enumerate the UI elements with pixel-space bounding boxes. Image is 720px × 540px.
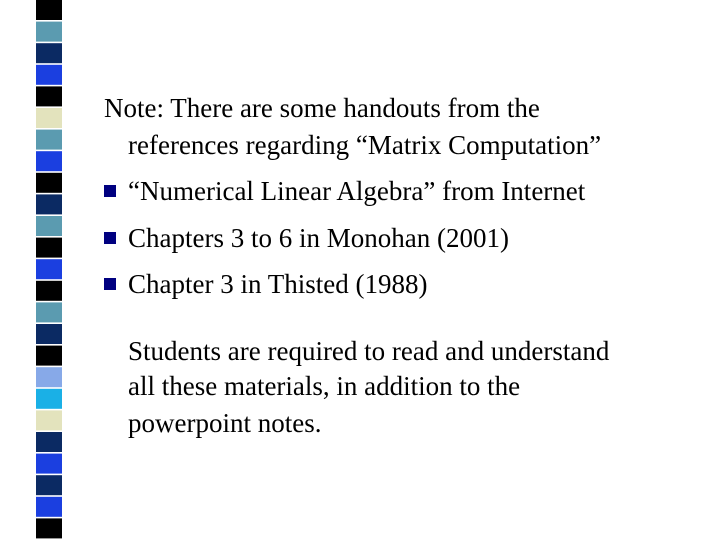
stripe-block [36, 151, 62, 171]
bullet-item-text: Chapters 3 to 6 in Monohan (2001) [128, 223, 509, 253]
paragraph-line-3: powerpoint notes. [128, 408, 322, 438]
stripe-block [36, 0, 62, 20]
stripe-block [36, 346, 62, 366]
stripe-block [36, 86, 62, 106]
stripe-block [36, 497, 62, 517]
stripe-block [36, 259, 62, 279]
stripe-block [36, 410, 62, 430]
bullet-item-3 [104, 267, 427, 302]
bullet-square-icon [104, 185, 116, 197]
paragraph-line-1: Students are required to read and understand [128, 336, 610, 366]
stripe-block [36, 281, 62, 301]
stripe-block [36, 518, 62, 538]
stripe-block [36, 173, 62, 193]
stripe-block [36, 108, 62, 128]
stripe-block [36, 432, 62, 452]
stripe-block [36, 216, 62, 236]
bullet-item-text: Chapter 3 in Thisted (1988) [128, 269, 428, 299]
stripe-block [36, 302, 62, 322]
stripe-block [36, 65, 62, 85]
stripe-block [36, 475, 62, 495]
note-line-1: Note: There are some handouts from the [104, 93, 540, 123]
stripe-block [36, 194, 62, 214]
stripe-block [36, 389, 62, 409]
bullet-item-2 [104, 221, 509, 256]
stripe-block [36, 22, 62, 42]
stripe-block [36, 238, 62, 258]
stripe-block [36, 130, 62, 150]
stripe-block [36, 43, 62, 63]
note-line-2: references regarding “Matrix Computation” [128, 130, 602, 160]
stripe-block [36, 367, 62, 387]
bullet-item-1 [104, 174, 585, 209]
stripe-block [36, 454, 62, 474]
paragraph-line-2: all these materials, in addition to the [128, 371, 521, 401]
bullet-item-text: “Numerical Linear Algebra” from Internet [128, 176, 586, 206]
bullet-square-icon [104, 232, 116, 244]
stripe-block [36, 324, 62, 344]
decorative-stripe [0, 0, 68, 540]
bullet-square-icon [104, 278, 116, 290]
